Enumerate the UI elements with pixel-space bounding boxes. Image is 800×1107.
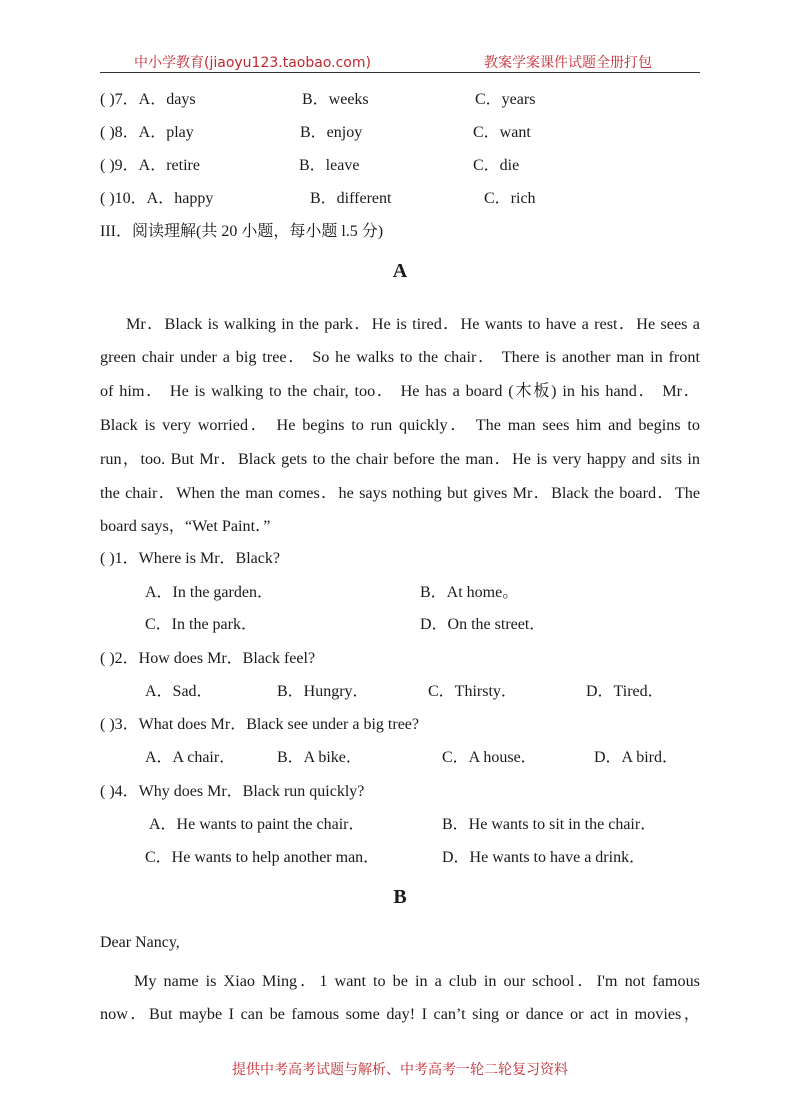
passage-line: board says，“Wet Paint．” [100,517,271,535]
cloze-question-a: ( )10．A．happy [100,190,214,207]
answer-option: B．At home。 [420,584,519,601]
answer-option: C．Thirsty． [428,683,517,700]
answer-option: C．A house． [442,749,537,766]
cloze-question-a: ( )8．A．play [100,124,194,141]
answer-option: A．Sad． [145,683,213,700]
answer-option: A．A chair． [145,749,236,766]
passage-line: Black is very worried． He begins to run quickly． The man sees him and begins to [100,416,700,434]
answer-option: A．He wants to paint the chair． [149,816,365,833]
answer-option: B．Hungry． [277,683,369,700]
page-header [100,52,700,73]
passage-line: the chair．When the man comes．he says nothing but gives Mr．Black the board．The [100,484,700,502]
passage-line: green chair under a big tree． So he walks to the chair． There is another man in front [100,348,700,366]
cloze-option-b: B．enjoy [300,124,363,141]
cloze-option-c: C．want [473,124,531,141]
passage-line: now．But maybe I can be famous some day! I can’t sing or dance or act in movies， [100,1005,700,1023]
cloze-option-c: C．years [475,91,536,108]
letter-greeting: Dear Nancy, [100,934,180,951]
passage-line: My name is Xiao Ming．1 want to be in a club in our school．I'm not famous [134,972,700,990]
answer-option: D．Tired． [586,683,664,700]
passage-line: Mr．Black is walking in the park．He is tired．He wants to have a rest．He sees a [126,315,700,333]
answer-option: B．A bike． [277,749,362,766]
cloze-option-b: B．leave [299,157,360,174]
cloze-option-c: C．rich [484,190,536,207]
answer-option: D．A bird． [594,749,679,766]
cloze-question-a: ( )7．A．days [100,91,196,108]
question: ( )3．What does Mr．Black see under a big tree? [100,716,419,733]
answer-option: D．He wants to have a drink． [442,849,646,866]
passage-b-title: B [393,886,407,908]
answer-option: B．He wants to sit in the chair． [442,816,657,833]
cloze-question-a: ( )9．A．retire [100,157,200,174]
cloze-option-b: B．weeks [302,91,369,108]
answer-option: A．In the garden． [145,584,273,601]
page-footer: 提供中考高考试题与解析、中考高考一轮二轮复习资料 [232,1062,568,1078]
passage-line: of him． He is walking to the chair, too． He has a board (木板) in his hand． Mr． [100,382,700,400]
passage-line: run，too. But Mr．Black gets to the chair before the man．He is very happy and sits in [100,450,700,468]
cloze-option-b: B．different [310,190,392,207]
question: ( )2．How does Mr．Black feel? [100,650,316,667]
header-source: 中小学教育(jiaoyu123.taobao.com) [134,55,371,71]
cloze-option-c: C．die [473,157,520,174]
question: ( )1．Where is Mr．Black? [100,550,280,567]
header-tagline: 教案学案课件试题全册打包 [484,55,652,71]
question: ( )4．Why does Mr．Black run quickly? [100,783,365,800]
section-heading: III．阅读理解(共 20 小题，每小题 l.5 分) [100,223,384,240]
passage-a-title: A [392,260,408,282]
answer-option: C．In the park． [145,616,257,633]
answer-option: C．He wants to help another man． [145,849,380,866]
answer-option: D．On the street． [420,616,546,633]
